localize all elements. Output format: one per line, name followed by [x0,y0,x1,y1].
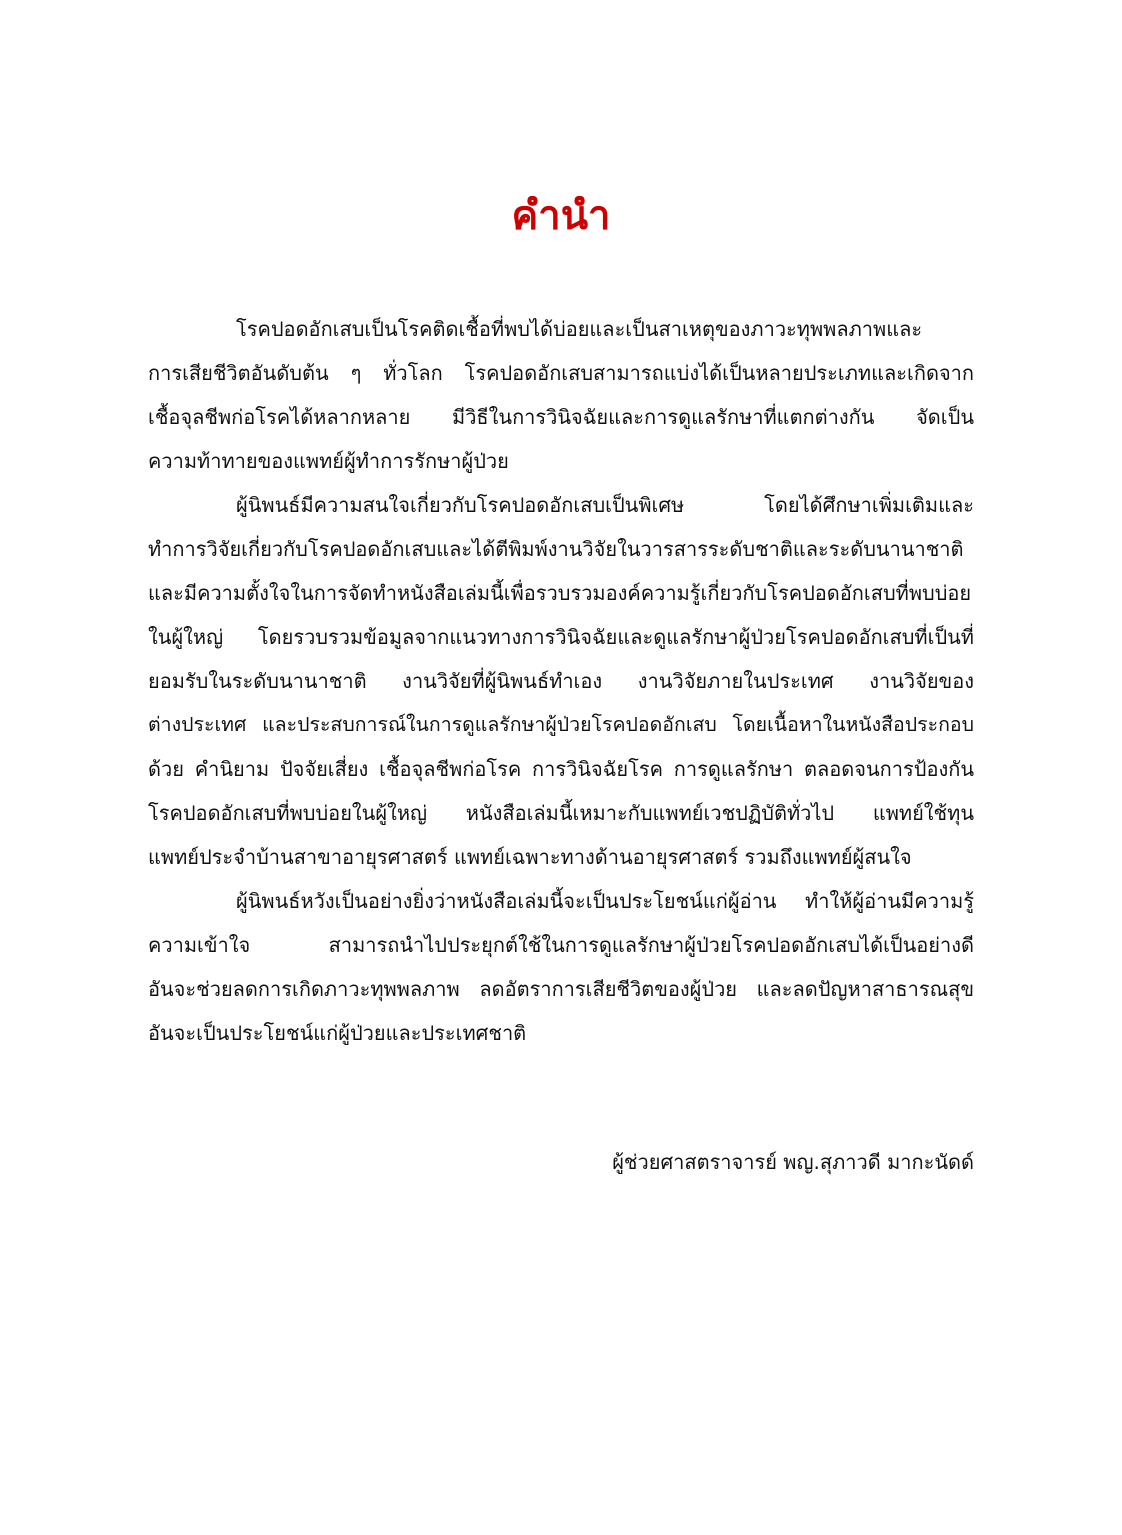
paragraph-2-line-4: ในผู้ใหญ่ โดยรวบรวมข้อมูลจากแนวทางการวินิจฉัยและดูแลรักษาผู้ป่วยโรคปอดอักเสบที่เป็นที่ [148,625,974,649]
paragraph-3-line-4: อันจะเป็นประโยชน์แก่ผู้ป่วยและประเทศชาติ [148,1021,527,1045]
paragraph-1-line-1: โรคปอดอักเสบเป็นโรคติดเชื้อที่พบได้บ่อยและเป็นสาเหตุของภาวะทุพพลภาพและ [236,317,923,341]
paragraph-2-line-6: ต่างประเทศ และประสบการณ์ในการดูแลรักษาผู้ป่วยโรคปอดอักเสบ โดยเนื้อหาในหนังสือประกอบ [148,713,974,736]
paragraph-2-line-5: ยอมรับในระดับนานาชาติ งานวิจัยที่ผู้นิพนธ์ทำเอง งานวิจัยภายในประเทศ งานวิจัยของ [148,669,974,693]
paragraph-3-line-3: อันจะช่วยลดการเกิดภาวะทุพพลภาพ ลดอัตราการเสียชีวิตของผู้ป่วย และลดปัญหาสาธารณสุข [148,977,974,1001]
author-signature: ผู้ช่วยศาสตราจารย์ พญ.สุภาวดี มากะนัดด์ [612,1150,974,1174]
paragraph-3-line-2: ความเข้าใจ สามารถนำไปประยุกต์ใช้ในการดูแลรักษาผู้ป่วยโรคปอดอักเสบได้เป็นอย่างดี [148,933,974,957]
paragraph-2-line-1: ผู้นิพนธ์มีความสนใจเกี่ยวกับโรคปอดอักเสบเป็นพิเศษ โดยได้ศึกษาเพิ่มเติมและ [236,493,974,517]
paragraph-2-line-7: ด้วย คำนิยาม ปัจจัยเสี่ยง เชื้อจุลชีพก่อโรค การวินิจฉัยโรค การดูแลรักษา ตลอดจนการป้องกัน [148,757,974,781]
paragraph-1-line-4: ความท้าทายของแพทย์ผู้ทำการรักษาผู้ป่วย [148,449,509,473]
paragraph-2-line-3: และมีความตั้งใจในการจัดทำหนังสือเล่มนี้เพื่อรวบรวมองค์ความรู้เกี่ยวกับโรคปอดอักเสบที่พบบ่อย [148,581,972,605]
paragraph-2-line-9: แพทย์ประจำบ้านสาขาอายุรศาสตร์ แพทย์เฉพาะทางด้านอายุรศาสตร์ รวมถึงแพทย์ผู้สนใจ [148,845,912,869]
preface-body [148,307,974,1055]
paragraph-2-line-2: ทำการวิจัยเกี่ยวกับโรคปอดอักเสบและได้ตีพิมพ์งานวิจัยในวารสารระดับชาติและระดับนานาชาติ [148,537,964,561]
paragraph-1-line-3: เชื้อจุลชีพก่อโรคได้หลากหลาย มีวิธีในการวินิจฉัยและการดูแลรักษาที่แตกต่างกัน จัดเป็น [148,405,974,429]
paragraph-2-line-8: โรคปอดอักเสบที่พบบ่อยในผู้ใหญ่ หนังสือเล่มนี้เหมาะกับแพทย์เวชปฏิบัติทั่วไป แพทย์ใช้ทุน [148,801,974,825]
page-title: คำนำ [511,193,611,239]
paragraph-3-line-1: ผู้นิพนธ์หวังเป็นอย่างยิ่งว่าหนังสือเล่มนี้จะเป็นประโยชน์แก่ผู้อ่าน ทำให้ผู้อ่านมีความรู้ [236,889,974,913]
paragraph-1-line-2: การเสียชีวิตอันดับต้น ๆ ทั่วโลก โรคปอดอักเสบสามารถแบ่งได้เป็นหลายประเภทและเกิดจาก [148,361,974,385]
